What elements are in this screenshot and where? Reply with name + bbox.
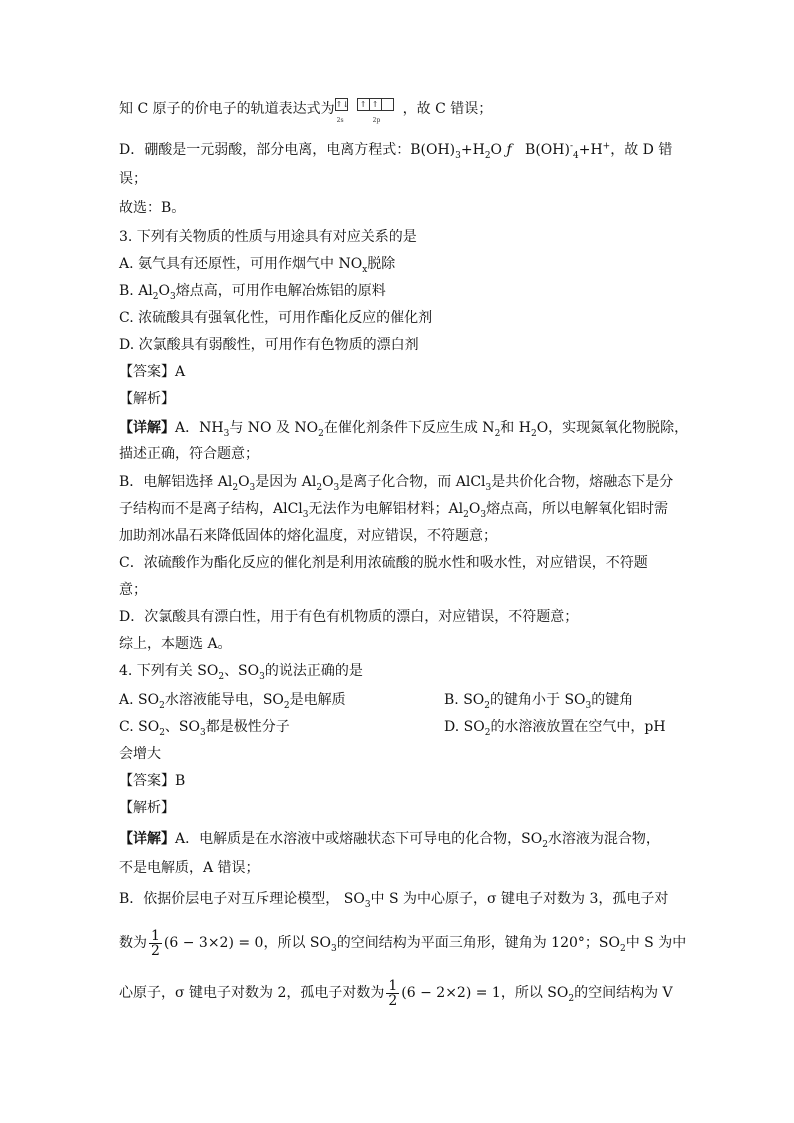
text: O [158, 283, 170, 299]
detail-label: 【详解】 [119, 420, 175, 436]
text: 熔点高，可用作电解冶炼铝的原料 [175, 283, 386, 299]
text: 是离子化合物，而 AlCl [339, 474, 486, 490]
text-line [119, 889, 668, 909]
subscript: 3 [480, 509, 487, 520]
subscript: 3 [333, 482, 340, 493]
answer-label: 【答案】 [119, 773, 175, 789]
text: 的水溶液放置在空气中，pH [490, 719, 666, 735]
text: 、SO [164, 719, 200, 735]
text: +H [460, 142, 485, 158]
text: A. 氨气具有还原性，可用作烟气中 NO [119, 256, 363, 272]
text: 中 S 为中心原子，σ 键电子对数为 3，孤电子对 [370, 891, 669, 907]
subscript: 2 [218, 671, 225, 682]
text-line [119, 472, 673, 492]
orbital-2s [335, 98, 351, 124]
text: +H [578, 142, 603, 158]
text: 子结构而不是离子结构，AlCl [119, 501, 303, 517]
text-line [119, 98, 493, 124]
text: ，故 C 错误； [402, 101, 493, 117]
option-4b [444, 690, 633, 710]
superscript: - [569, 141, 573, 152]
text: 与 NO 及 NO [229, 420, 319, 436]
text: 在催化剂条件下反应生成 N [323, 420, 495, 436]
subscript: 2 [463, 509, 469, 520]
subscript: 2 [152, 291, 159, 302]
option-3a [119, 254, 395, 274]
text-line [119, 499, 668, 519]
text: 的键角小于 SO [490, 692, 586, 708]
option-3d: D. 次氯酸具有弱酸性，可用作有色物质的漂白剂 [119, 337, 419, 353]
text: 水溶液能导电，SO [164, 692, 284, 708]
text: B. Al [119, 283, 153, 299]
subscript: 2 [484, 727, 491, 738]
text-line [119, 976, 673, 1010]
subscript: 3 [170, 291, 176, 302]
fraction-numerator: 1 [151, 927, 160, 944]
text-line: 误； [119, 171, 147, 187]
equilibrium-symbol: ƒ [506, 142, 512, 158]
text: 都是极性分子 [205, 719, 290, 735]
text: D. SO [444, 719, 485, 735]
fraction [386, 979, 399, 1008]
subscript: 3 [585, 700, 592, 711]
answer-label: 【答案】 [119, 364, 175, 380]
text: O [322, 474, 334, 490]
orbital-box: ↑↓ [335, 100, 350, 109]
subscript: 2 [494, 428, 501, 439]
answer-4 [119, 771, 185, 791]
text: 4. 下列有关 SO [119, 663, 219, 679]
subscript: 2 [530, 428, 537, 439]
text-line: D．次氯酸具有漂白性，用于有色有机物质的漂白，对应错误，不符题意； [119, 609, 579, 625]
answer-3 [119, 362, 185, 382]
text: A. SO [119, 692, 160, 708]
text-line [119, 926, 686, 960]
orbital-box: ↑ [369, 98, 382, 111]
subscript: 2 [318, 428, 324, 439]
text: O，实现氮氧化物脱除， [536, 420, 689, 436]
text: (6 − 3×2) = 0，所以 SO [163, 935, 331, 951]
text-line: 综上，本题选 A。 [119, 636, 232, 652]
text-line: 故选：B。 [119, 200, 186, 216]
answer-value: B [175, 773, 186, 789]
subscript: 2 [542, 839, 548, 850]
analysis-label: 【解析】 [119, 391, 175, 407]
orbital-label: 2p [372, 117, 381, 124]
text: 的空间结构为 V [574, 985, 673, 1001]
option-4c [119, 717, 290, 737]
subscript: 2 [484, 700, 490, 711]
text: 中 S 为中 [625, 935, 687, 951]
option-4d-continued: 会增大 [119, 746, 161, 762]
text: 熔点高，所以电解氧化铝时需 [486, 501, 669, 517]
text: 无法作为电解铝材料；Al [308, 501, 464, 517]
text-line: 不是电解质，A 错误； [119, 860, 260, 876]
text: B(OH) [525, 142, 570, 158]
text: A．电解质是在水溶液中或熔融状态下可导电的化合物，SO [175, 831, 543, 847]
orbital-box: ↑ [357, 98, 370, 111]
subscript: 2 [316, 482, 323, 493]
orbital-2p [357, 98, 403, 124]
orbital-box [381, 98, 394, 111]
analysis-label: 【解析】 [119, 800, 175, 816]
subscript: 3 [331, 943, 337, 954]
question-3: 3. 下列有关物质的性质与用途具有对应关系的是 [119, 229, 417, 245]
answer-value: A [175, 364, 186, 380]
subscript: 2 [619, 943, 626, 954]
subscript: 3 [302, 509, 309, 520]
fraction-denominator: 2 [151, 942, 160, 959]
text: B．依据价层电子对互斥理论模型， SO [119, 891, 365, 907]
text: B. SO [444, 692, 485, 708]
subscript: 3 [364, 899, 371, 910]
subscript: 2 [232, 482, 239, 493]
text: 是共价化合物，熔融态下是分 [491, 474, 674, 490]
option-3b [119, 281, 386, 301]
text: D．硼酸是一元弱酸，部分电离，电离方程式：B(OH) [119, 142, 456, 158]
subscript: 2 [568, 993, 575, 1004]
subscript: 2 [283, 700, 290, 711]
subscript: 2 [159, 700, 165, 711]
text: 和 H [500, 420, 531, 436]
text: (6 − 2×2) = 1，所以 SO [401, 985, 569, 1001]
fraction-numerator: 1 [388, 977, 398, 994]
text: 的说法正确的是 [264, 663, 363, 679]
text-line: 描述正确，符合题意； [119, 446, 259, 462]
subscript: 2 [159, 727, 165, 738]
text: 脱除 [367, 256, 396, 272]
text: 数为 [119, 935, 147, 951]
text-line: 加助剂冰晶石来降低固体的熔化温度，对应错误，不符题意； [119, 528, 497, 544]
fraction [149, 929, 162, 958]
text: O [490, 142, 503, 158]
subscript: 2 [484, 150, 491, 161]
subscript: 3 [485, 482, 492, 493]
fraction-denominator: 2 [388, 992, 398, 1009]
text-line [119, 829, 660, 849]
text: A．NH [175, 420, 224, 436]
option-4a [119, 690, 346, 710]
text: 心原子，σ 键电子对数为 2，孤电子对数为 [119, 985, 385, 1001]
text-line: C．浓硫酸作为酯化反应的催化剂是利用浓硫酸的脱水性和吸水性，对应错误，不符题 [119, 555, 648, 571]
orbital-label: 2s [336, 117, 344, 124]
subscript: 3 [200, 727, 206, 738]
option-4d [444, 717, 666, 737]
text: B．电解铝选择 Al [119, 474, 233, 490]
text-line: 意； [119, 582, 147, 598]
text: C. SO [119, 719, 160, 735]
subscript: 3 [259, 671, 265, 682]
subscript: 4 [572, 150, 579, 161]
text: O [468, 501, 481, 517]
subscript: 3 [223, 428, 230, 439]
text: O [238, 474, 250, 490]
subscript: 3 [455, 150, 461, 161]
text: ，故 D 错 [610, 142, 673, 158]
text: 是电解质 [289, 692, 346, 708]
text: 水溶液为混合物， [547, 831, 660, 847]
text: 是因为 Al [255, 474, 317, 490]
detail-label: 【详解】 [119, 831, 175, 847]
option-3c: C. 浓硫酸具有强氧化性，可用作酯化反应的催化剂 [119, 310, 433, 326]
text-line [119, 140, 672, 160]
subscript: 3 [249, 482, 256, 493]
text: 知 C 原子的价电子的轨道表达式为 [119, 101, 335, 117]
text-line [119, 418, 688, 438]
text: 、SO [224, 663, 260, 679]
superscript: + [602, 141, 611, 152]
subscript: x [362, 264, 368, 275]
question-4 [119, 661, 363, 681]
text: 的键角 [591, 692, 634, 708]
text: 的空间结构为平面三角形，键角为 120°；SO [336, 935, 620, 951]
